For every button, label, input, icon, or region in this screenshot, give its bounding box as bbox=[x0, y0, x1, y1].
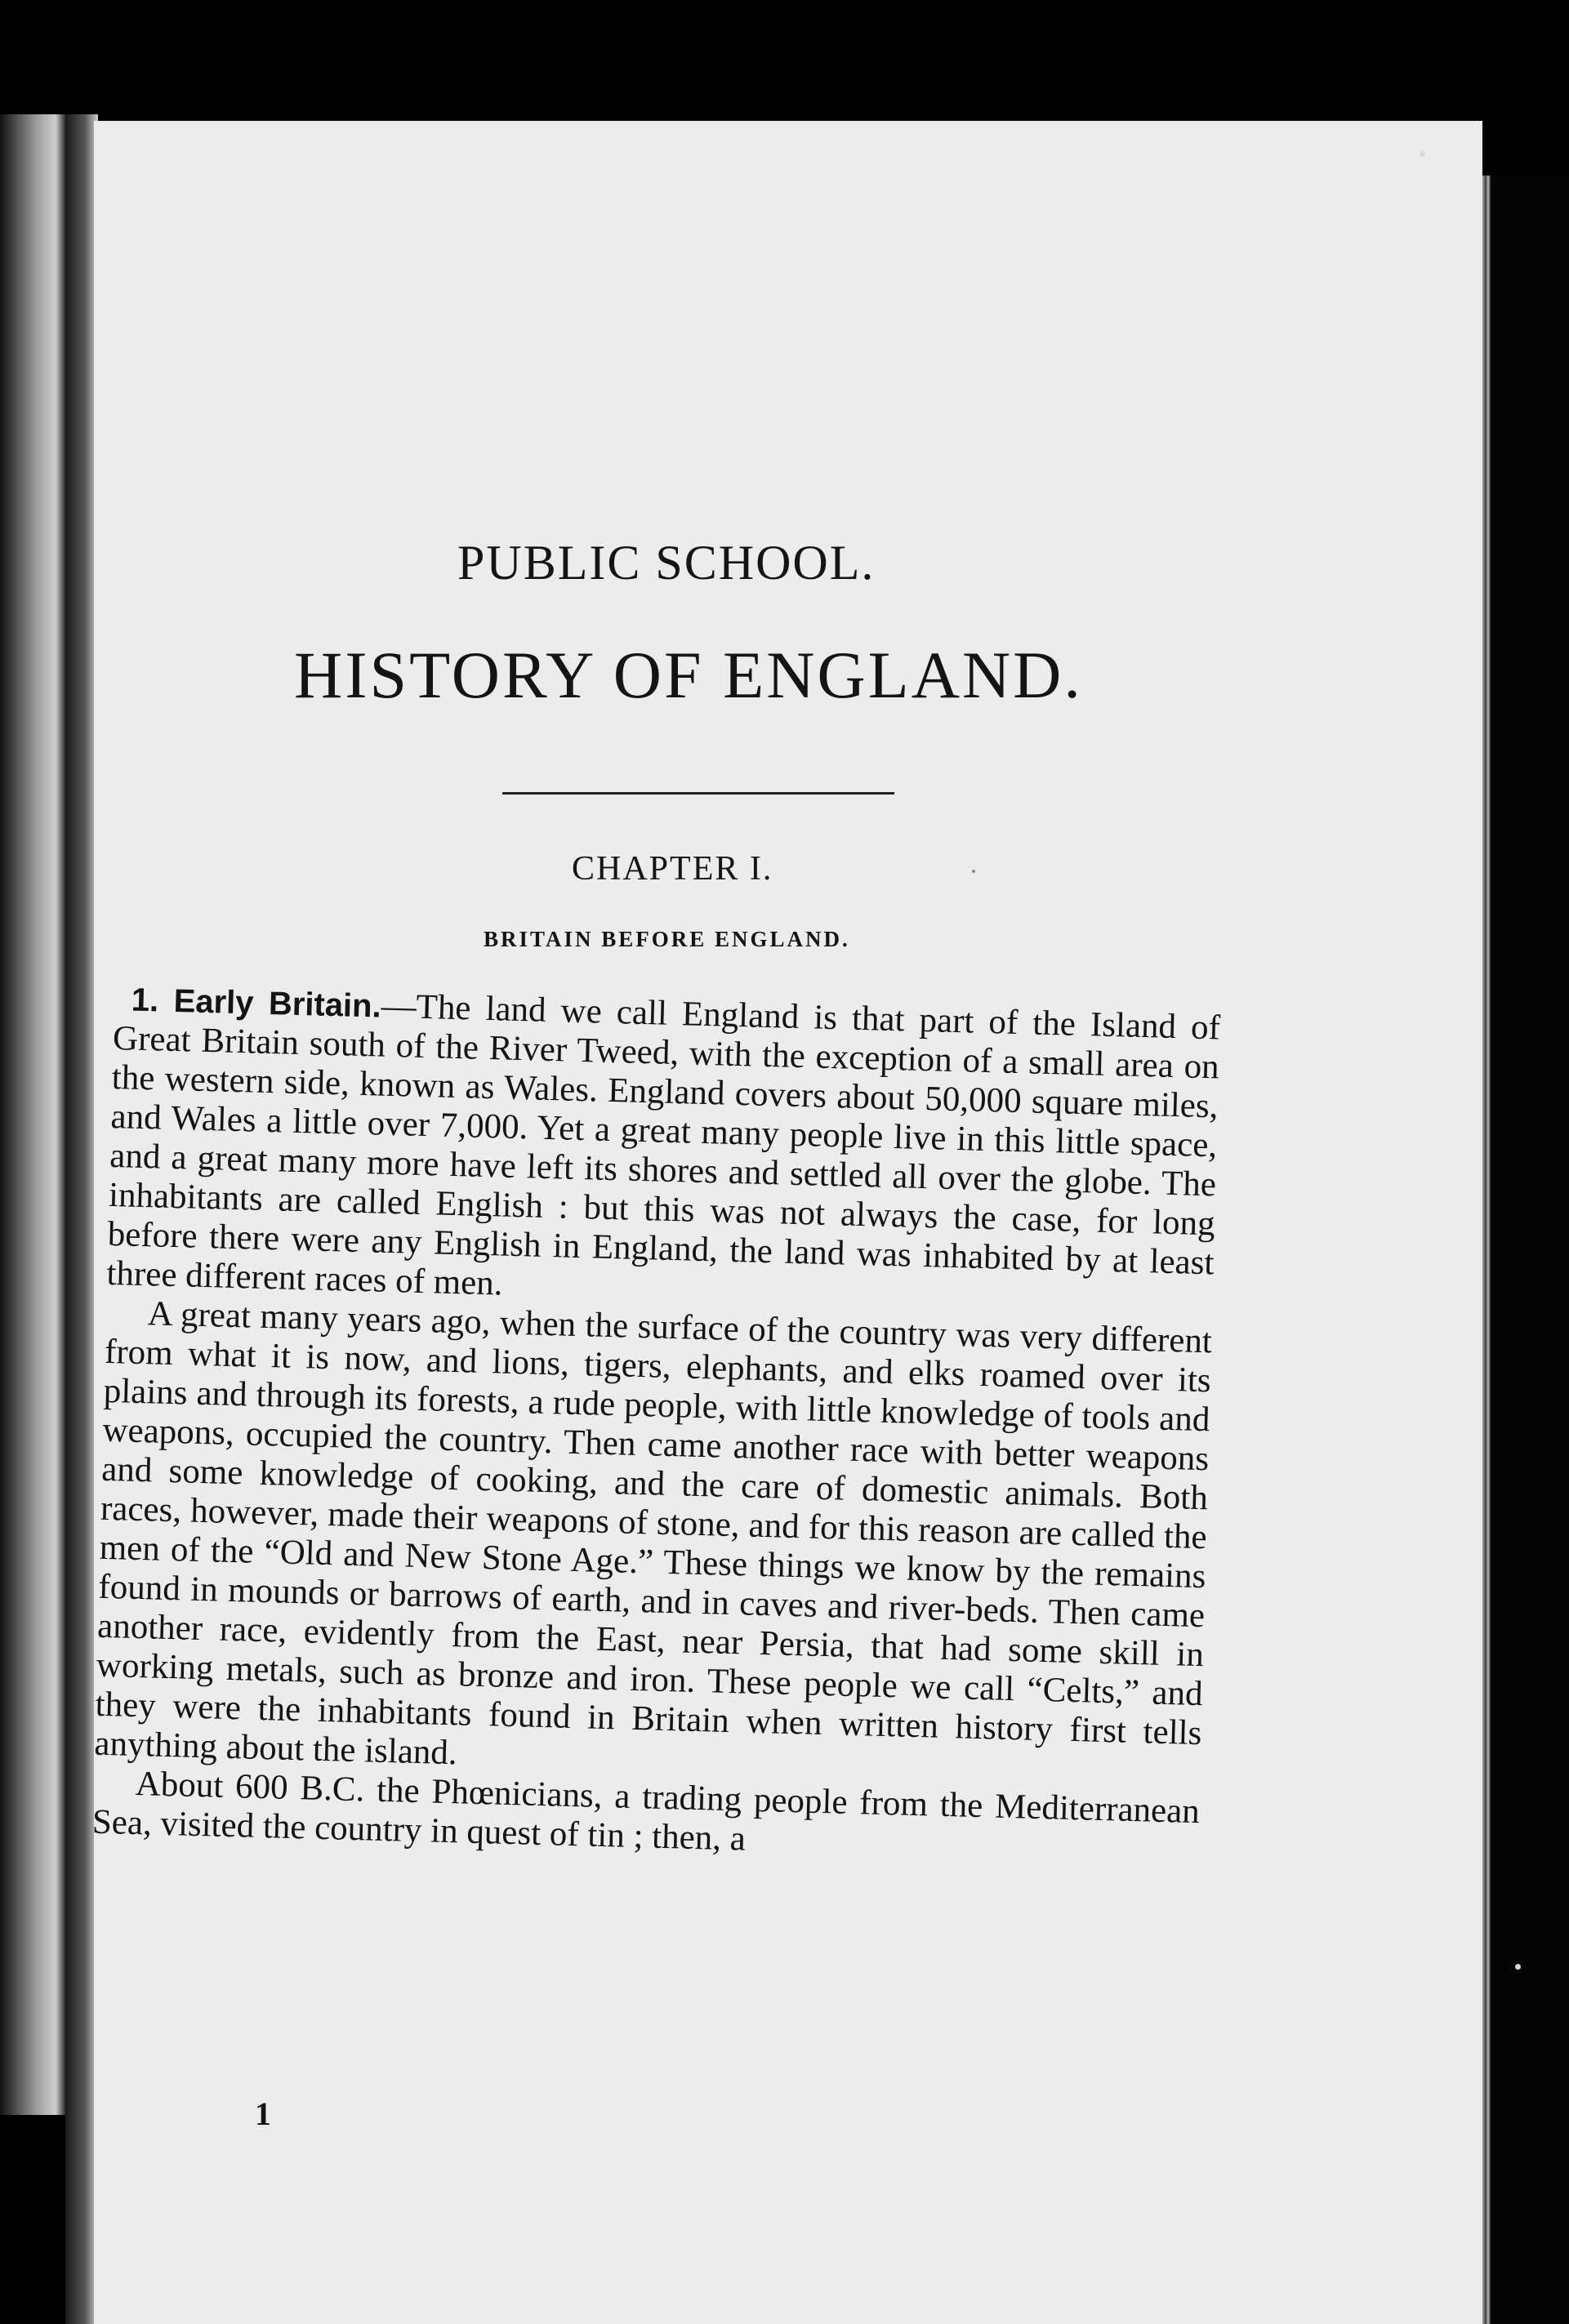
body-text bbox=[91, 980, 1220, 1871]
paragraph-text: —The land we call England is that part of the Island of Great Britain south of the River Tweed, with the exception of a small area on the western side, known as Wales. England covers about 50,000 square miles, and Wales a little over 7,000. Yet a great many people live in this little space, and a great many more have left its shores and settled all over the globe. The inhabitants are called English : but this was not always the case, for long before there were any English in England, the land was inhabited by at least three different races of men. bbox=[105, 986, 1221, 1303]
book-title: HISTORY OF ENGLAND. bbox=[294, 638, 1083, 712]
paragraph bbox=[106, 980, 1221, 1322]
section-heading: 1. Early Britain. bbox=[131, 982, 382, 1025]
paragraph: A great many years ago, when the surface of the country was very different from what it is now, and lions, tigers, elephants, and elks roamed over its plains and through its forests, a rude people, with little knowledge of tools and weapons, occupied the country. Then came another race with better weapons and some knowledge of cooking, and the care of domestic animals. Both races, however, made their weapons of stone, and for this reason are called the men of the “Old and New Stone Age.” These things we know by the remains found in mounds or barrows of earth, and in caves and river-beds. Then came another race, evidently from the East, near Persia, that had some skill in working metals, such as bronze and iron. These people we call “Celts,” and they were the inhabitants found in Britain when written history first tells anything about the island. bbox=[93, 1294, 1213, 1773]
scan-speck bbox=[1420, 151, 1425, 157]
scan-speck bbox=[1515, 1964, 1521, 1970]
paragraph: About 600 B.C. the Phœnicians, a trading people from the Mediterranean Sea, visited the country in quest of tin ; then, a bbox=[91, 1765, 1201, 1859]
scan-background bbox=[1491, 176, 1569, 2324]
title-divider bbox=[502, 792, 894, 795]
left-page-edge bbox=[0, 114, 65, 2115]
page-number: 1 bbox=[255, 2095, 271, 2132]
scan-speck bbox=[972, 870, 975, 873]
gutter-shadow bbox=[65, 114, 98, 2324]
chapter-heading: CHAPTER I. bbox=[572, 850, 773, 888]
series-title: PUBLIC SCHOOL. bbox=[457, 536, 876, 590]
chapter-subtitle: BRITAIN BEFORE ENGLAND. bbox=[484, 927, 850, 951]
